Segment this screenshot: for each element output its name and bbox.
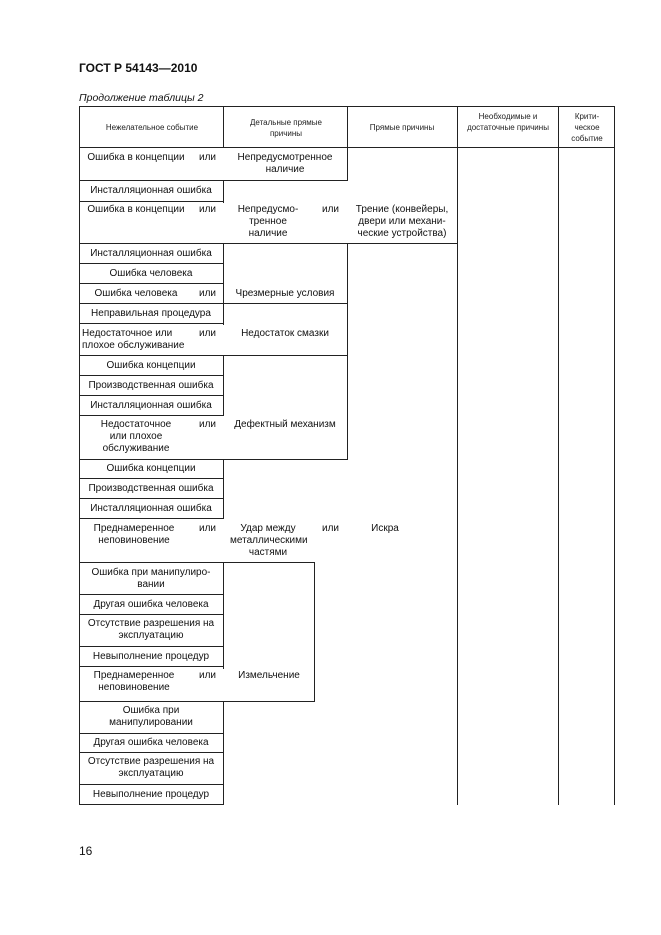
header-direct-causes: Прямые причины — [369, 123, 435, 132]
table-cell: Преднамеренное неповиновение — [93, 523, 175, 546]
table-cell: Недостаточное или плохое обслуживание — [100, 419, 172, 454]
table-cell: Невыполнение процедур — [92, 651, 210, 662]
table-cell: Ошибка человека — [94, 288, 178, 299]
header-detailed-direct-causes: Детальные прямые причины — [249, 118, 323, 138]
header-undesired-event: Нежелательное событие — [105, 123, 199, 132]
table-cell: Ошибка в концепции — [87, 152, 185, 163]
or-connector: или — [322, 204, 340, 215]
or-connector: или — [199, 204, 217, 215]
table-cell: Ошибка концепции — [106, 463, 196, 474]
table-cell: Трение (конвейеры, двери или механи-ческие устройства) — [355, 204, 449, 239]
table-cell: Отсутствие разрешения на эксплуатацию — [87, 618, 215, 641]
table-cell: Непредусмотренное наличие — [237, 152, 333, 175]
or-connector: или — [199, 328, 217, 339]
table-cell: Чрезмерные условия — [235, 288, 335, 299]
table-cell: Удар между металлическими частями — [230, 523, 308, 558]
page-number: 16 — [79, 844, 93, 858]
header-necessary-sufficient-causes: Необходимые и достаточные причины — [467, 112, 549, 132]
table-cell: Другая ошибка человека — [93, 599, 209, 610]
table-cell: Неправильная процедура — [91, 308, 211, 319]
table-cell: Дефектный механизм — [234, 419, 336, 430]
table-cell: Преднамеренное неповиновение — [93, 670, 175, 693]
table-cell: Инсталляционная ошибка — [90, 503, 212, 514]
or-connector: или — [199, 152, 217, 163]
table-cell: Ошибка человека — [109, 268, 193, 279]
document-header: ГОСТ Р 54143—2010 — [79, 61, 198, 75]
header-critical-event: Крити-ческое событие — [571, 112, 603, 143]
table-cell: Искра — [371, 523, 399, 534]
table-cell: Невыполнение процедур — [92, 789, 210, 800]
table-cell: Измельчение — [238, 670, 300, 681]
table-cell: Недостаточное или плохое обслуживание — [82, 328, 185, 351]
table-cell: Инсталляционная ошибка — [90, 248, 212, 259]
or-connector: или — [199, 523, 217, 534]
or-connector: или — [199, 288, 217, 299]
table-cell: Производственная ошибка — [88, 483, 214, 494]
table-cell: Непредусмо-тренное наличие — [237, 204, 299, 239]
table-cell: Недостаток смазки — [241, 328, 329, 339]
table-cell: Инсталляционная ошибка — [90, 185, 212, 196]
table-cell: Ошибка в концепции — [87, 204, 185, 215]
table-cell: Инсталляционная ошибка — [90, 400, 212, 411]
table-caption: Продолжение таблицы 2 — [79, 92, 204, 104]
table-cell: Другая ошибка человека — [93, 737, 209, 748]
table-cell: Ошибка при манипулиро-вании — [91, 567, 211, 590]
or-connector: или — [199, 419, 217, 430]
table-cell: Ошибка при манипулировании — [109, 705, 193, 728]
table-cell: Ошибка концепции — [106, 360, 196, 371]
table-cell: Отсутствие разрешения на эксплуатацию — [87, 756, 215, 779]
table-cell: Производственная ошибка — [88, 380, 214, 391]
or-connector: или — [322, 523, 340, 534]
or-connector: или — [199, 670, 217, 681]
